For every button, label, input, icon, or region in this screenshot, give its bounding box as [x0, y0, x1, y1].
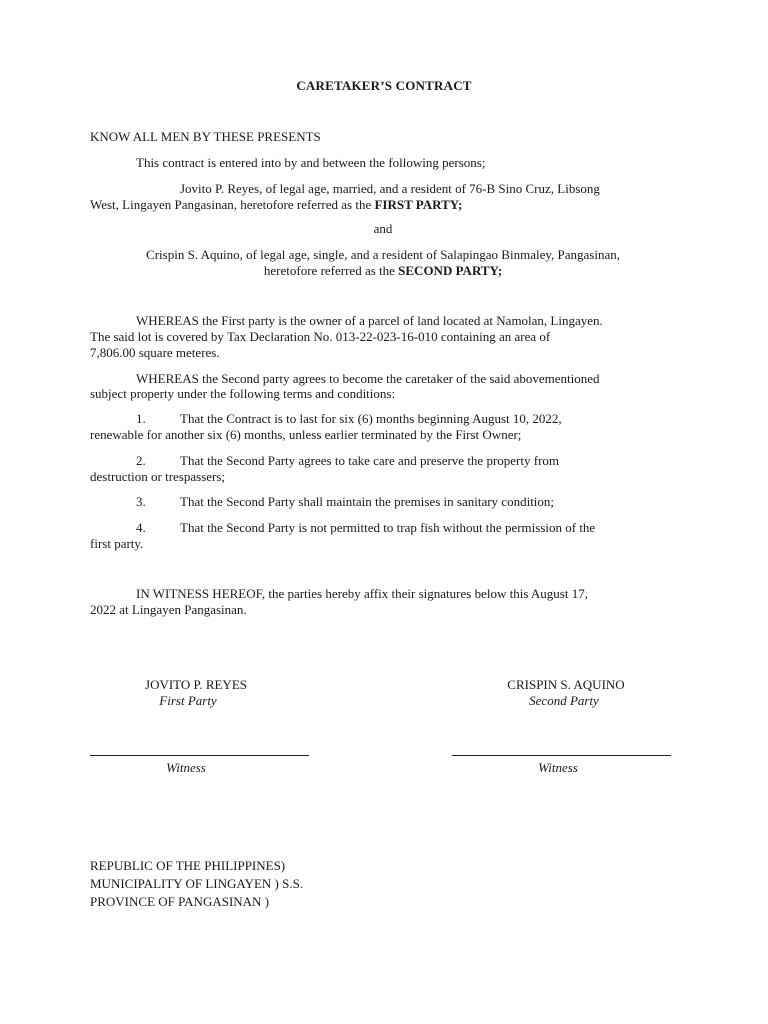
whereas1-line1: WHEREAS the First party is the owner of a parcel of land located at Namolan, Lingayen.	[136, 313, 603, 328]
term-1-line2: renewable for another six (6) months, unless earlier terminated by the First Owner;	[90, 427, 522, 442]
term-4-line1	[136, 520, 595, 536]
first-party-label: FIRST PARTY;	[374, 197, 463, 212]
acknowledgment-line1: REPUBLIC OF THE PHILIPPINES)	[90, 858, 286, 873]
first-party-role: First Party	[159, 693, 217, 708]
term-text: That the Second Party shall maintain the premises in sanitary condition;	[180, 494, 555, 509]
first-party-name: JOVITO P. REYES	[145, 677, 247, 692]
acknowledgment-line3: PROVINCE OF PANGASINAN )	[90, 894, 270, 909]
first-party-text: West, Lingayen Pangasinan, heretofore referred as the	[90, 197, 375, 212]
whereas1-line3: 7,806.00 square meteres.	[90, 345, 220, 360]
whereas2-line1: WHEREAS the Second party agrees to become the caretaker of the said abovementioned	[136, 371, 600, 386]
intro-heading: KNOW ALL MEN BY THESE PRESENTS	[90, 129, 321, 144]
term-text: That the Second Party agrees to take care and preserve the property from	[180, 453, 560, 468]
acknowledgment-line2: MUNICIPALITY OF LINGAYEN ) S.S.	[90, 876, 304, 891]
whereas2-line2: subject property under the following terms and conditions:	[90, 386, 396, 401]
first-party-line1: Jovito P. Reyes, of legal age, married, and a resident of 76-B Sino Cruz, Libsong	[180, 181, 600, 196]
second-party-line1: Crispin S. Aquino, of legal age, single, and a resident of Salapingao Binmaley, Pangasinan,	[146, 247, 620, 262]
term-2-line1	[136, 453, 559, 469]
term-text: That the Contract is to last for six (6) months beginning August 10, 2022,	[180, 411, 562, 426]
term-text: That the Second Party is not permitted to trap fish without the permission of the	[180, 520, 596, 535]
term-number: 2.	[136, 453, 146, 468]
second-party-name: CRISPIN S. AQUINO	[507, 677, 625, 692]
second-party-role: Second Party	[529, 693, 599, 708]
second-party-label: SECOND PARTY;	[398, 263, 503, 278]
second-party-text: heretofore referred as the	[263, 263, 399, 278]
term-2-line2: destruction or trespassers;	[90, 469, 226, 484]
witness-label-left: Witness	[166, 760, 206, 775]
second-party-line2	[90, 263, 676, 279]
witness-signature-line-right	[452, 755, 671, 756]
term-4-line2: first party.	[90, 536, 144, 551]
intro-line: This contract is entered into by and between the following persons;	[136, 155, 486, 170]
witness-clause-line1: IN WITNESS HEREOF, the parties hereby affix their signatures below this August 17,	[136, 586, 588, 601]
and-separator: and	[373, 221, 393, 236]
witness-clause-line2: 2022 at Lingayen Pangasinan.	[90, 602, 247, 617]
document-title: CARETAKER’S CONTRACT	[296, 78, 472, 93]
term-1-line1	[136, 411, 562, 427]
whereas1-line2: The said lot is covered by Tax Declaration No. 013-22-023-16-010 containing an area of	[90, 329, 551, 344]
first-party-line2	[90, 197, 462, 213]
term-3-line1	[136, 494, 554, 510]
term-number: 4.	[136, 520, 146, 535]
witness-label-right: Witness	[538, 760, 578, 775]
term-number: 1.	[136, 411, 146, 426]
term-number: 3.	[136, 494, 146, 509]
witness-signature-line-left	[90, 755, 309, 756]
